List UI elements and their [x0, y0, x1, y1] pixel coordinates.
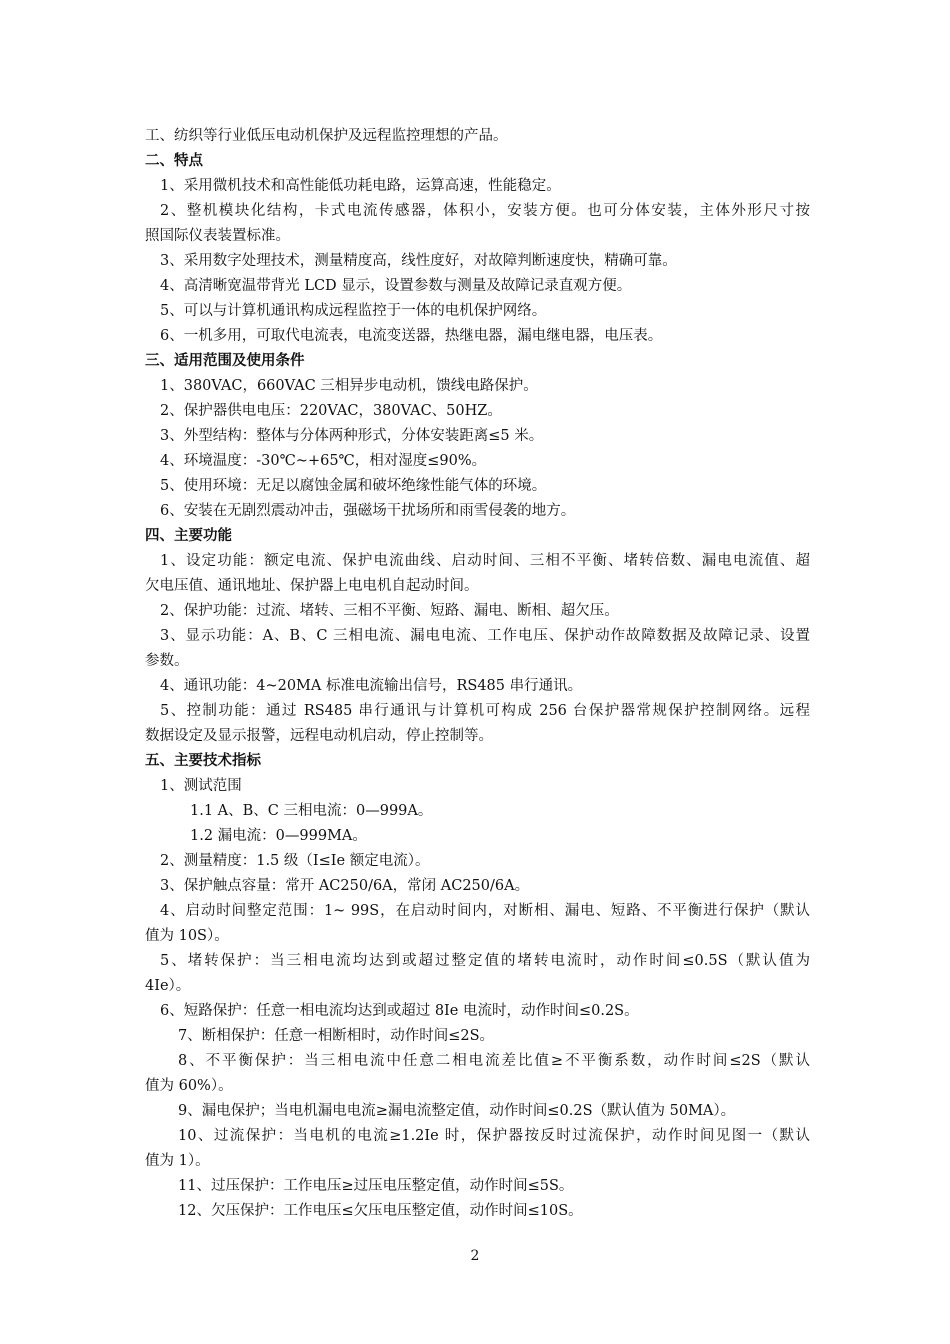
- list-item: 12、欠压保护：工作电压≤欠压电压整定值，动作时间≤10S。: [178, 1203, 583, 1219]
- list-item: 6、安装在无剧烈震动冲击，强磁场干扰场所和雨雪侵袭的地方。: [160, 503, 576, 519]
- list-item: 7、断相保护：任意一相断相时，动作时间≤2S。: [178, 1028, 495, 1044]
- list-item: 2、整机模块化结构，卡式电流传感器，体积小，安装方便。也可分体安装，主体外形尺寸按: [160, 203, 810, 219]
- list-item: 2、测量精度：1.5 级（I≤Ie 额定电流）。: [160, 853, 430, 869]
- section-heading: 二、特点: [145, 153, 203, 169]
- sub-list-item: 1.2 漏电流：0—999MA。: [190, 828, 367, 844]
- list-item: 6、一机多用，可取代电流表，电流变送器，热继电器，漏电继电器，电压表。: [160, 328, 663, 344]
- list-item: 3、显示功能：A、B、C 三相电流、漏电电流、工作电压、保护动作故障数据及故障记录、设置: [160, 628, 810, 644]
- list-item: 5、堵转保护：当三相电流均达到或超过整定值的堵转电流时，动作时间≤0.5S（默认值为: [160, 953, 810, 969]
- list-item: 1、380VAC，660VAC 三相异步电动机，馈线电路保护。: [160, 378, 538, 394]
- list-item: 2、保护器供电电压：220VAC，380VAC、50HZ。: [160, 403, 502, 419]
- section-heading: 五、主要技术指标: [145, 753, 261, 769]
- list-item: 1、设定功能：额定电流、保护电流曲线、启动时间、三相不平衡、堵转倍数、漏电电流值、超: [160, 553, 810, 569]
- sub-list-item: 1.1 A、B、C 三相电流：0—999A。: [190, 803, 433, 819]
- list-item: 9、漏电保护；当电机漏电电流≥漏电流整定值，动作时间≤0.2S（默认值为 50MA）。: [178, 1103, 736, 1119]
- text-line: 值为 10S）。: [145, 928, 229, 944]
- text-line: 工、纺织等行业低压电动机保护及远程监控理想的产品。: [145, 128, 508, 144]
- list-item: 3、外型结构：整体与分体两种形式，分体安装距离≤5 米。: [160, 428, 544, 444]
- page-number: 2: [470, 1248, 480, 1264]
- list-item: 5、可以与计算机通讯构成远程监控于一体的电机保护网络。: [160, 303, 547, 319]
- list-item: 2、保护功能：过流、堵转、三相不平衡、短路、漏电、断相、超欠压。: [160, 603, 619, 619]
- list-item: 4、启动时间整定范围：1~ 99S，在启动时间内，对断相、漏电、短路、不平衡进行保护（默认: [160, 903, 810, 919]
- list-item: 10、过流保护：当电机的电流≥1.2Ie 时，保护器按反时过流保护，动作时间见图一（默认: [178, 1128, 810, 1144]
- text-line: 参数。: [145, 653, 189, 669]
- list-item: 3、保护触点容量：常开 AC250/6A，常闭 AC250/6A。: [160, 878, 530, 894]
- list-item: 8、不平衡保护：当三相电流中任意二相电流差比值≥不平衡系数，动作时间≤2S（默认: [178, 1053, 810, 1069]
- section-heading: 四、主要功能: [145, 528, 232, 544]
- text-line: 欠电压值、通讯地址、保护器上电电机自起动时间。: [145, 578, 479, 594]
- list-item: 4、高清晰宽温带背光 LCD 显示，设置参数与测量及故障记录直观方便。: [160, 278, 632, 294]
- text-line: 值为 1）。: [145, 1153, 210, 1169]
- text-line: 4Ie）。: [145, 978, 191, 994]
- list-item: 3、采用数字处理技术，测量精度高，线性度好，对故障判断速度快，精确可靠。: [160, 253, 677, 269]
- list-item: 4、环境温度：-30℃~+65℃，相对湿度≤90%。: [160, 453, 487, 469]
- list-item: 1、采用微机技术和高性能低功耗电路，运算高速，性能稳定。: [160, 178, 561, 194]
- text-line: 照国际仪表装置标准。: [145, 228, 290, 244]
- list-item: 4、通讯功能：4~20MA 标准电流输出信号，RS485 串行通讯。: [160, 678, 583, 694]
- text-line: 值为 60%）。: [145, 1078, 233, 1094]
- list-item: 5、使用环境：无足以腐蚀金属和破坏绝缘性能气体的环境。: [160, 478, 547, 494]
- section-heading: 三、适用范围及使用条件: [145, 353, 305, 369]
- list-item: 6、短路保护：任意一相电流均达到或超过 8Ie 电流时，动作时间≤0.2S。: [160, 1003, 639, 1019]
- text-line: 数据设定及显示报警，远程电动机启动，停止控制等。: [145, 728, 493, 744]
- list-item: 11、过压保护：工作电压≥过压电压整定值，动作时间≤5S。: [178, 1178, 574, 1194]
- list-item: 1、测试范围: [160, 778, 242, 794]
- list-item: 5、控制功能：通过 RS485 串行通讯与计算机可构成 256 台保护器常规保护控制网络。远程: [160, 703, 810, 719]
